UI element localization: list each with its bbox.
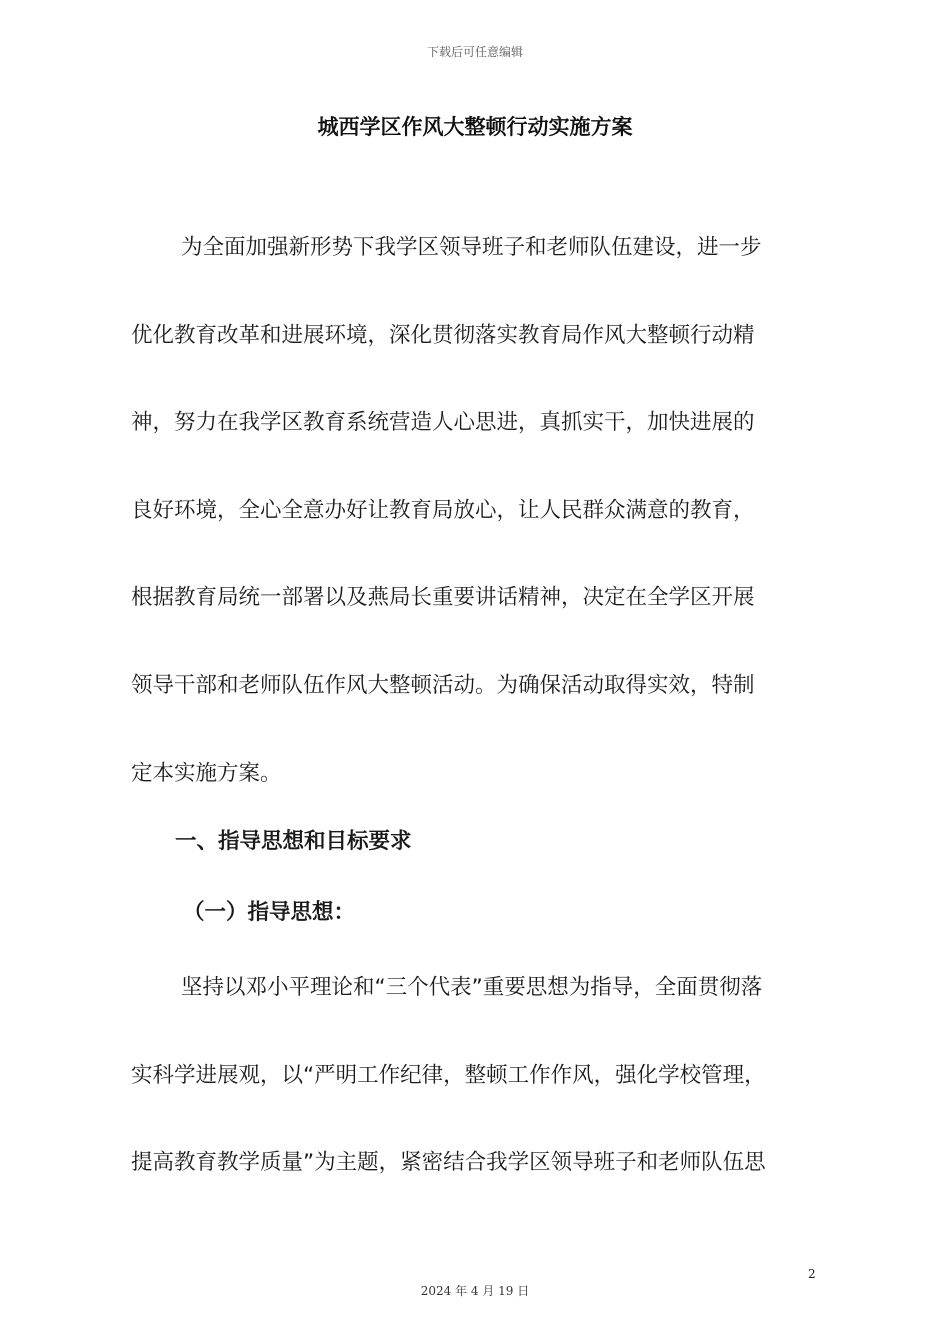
paragraph-line: 实科学进展观，以“严明工作纪律，整顿工作作风，强化学校管理，	[131, 1062, 766, 1088]
paragraph-line: 神，努力在我学区教育系统营造人心思进，真抓实干，加快进展的	[131, 410, 755, 436]
guiding-thought-paragraph	[131, 970, 821, 1233]
paragraph-line: 根据教育局统一部署以及燕局长重要讲话精神，决定在全学区开展	[131, 585, 755, 611]
footer-date: 2024 年 4 月 19 日	[420, 1284, 530, 1298]
paragraph-line: 优化教育改革和进展环境，深化贯彻落实教育局作风大整顿行动精	[131, 322, 755, 348]
paragraph-line: 为全面加强新形势下我学区领导班子和老师队伍建设，进一步	[181, 235, 762, 260]
page-number: 2	[808, 1267, 816, 1281]
section-heading: 一、指导思想和目标要求	[175, 829, 412, 854]
page-header-note: 下载后可任意编辑	[426, 45, 523, 59]
paragraph-line: 坚持以邓小平理论和“三个代表”重要思想为指导，全面贯彻落	[181, 975, 763, 1000]
paragraph-line: 领导干部和老师队伍作风大整顿活动。为确保活动取得实效，特制	[131, 672, 755, 698]
paragraph-line: 提高教育教学质量”为主题，紧密结合我学区领导班子和老师队伍思	[131, 1150, 766, 1176]
paragraph-line: 定本实施方案。	[131, 760, 282, 786]
document-title: 城西学区作风大整顿行动实施方案	[317, 115, 633, 139]
subsection-heading: （一）指导思想：	[183, 900, 356, 925]
paragraph-line: 良好环境，全心全意办好让教育局放心，让人民群众满意的教育，	[131, 497, 755, 523]
intro-paragraph	[131, 230, 821, 843]
